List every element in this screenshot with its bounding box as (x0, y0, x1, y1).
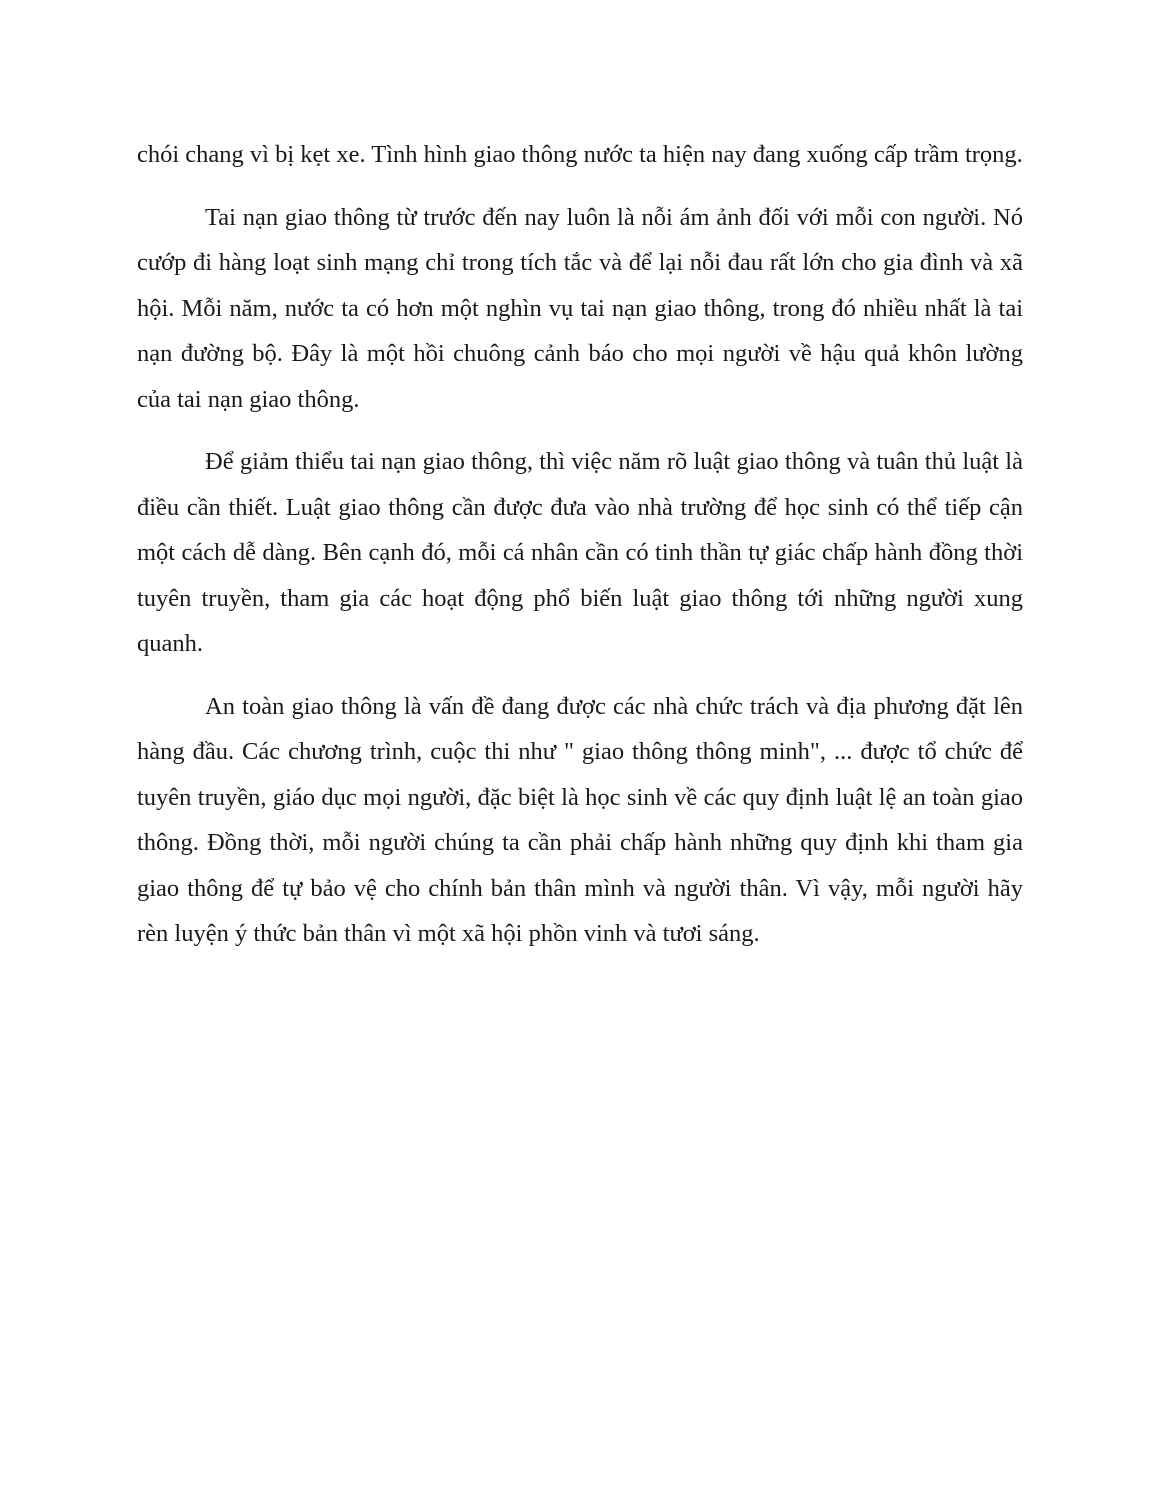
paragraph-traffic-accidents: Tai nạn giao thông từ trước đến nay luôn là nỗi ám ảnh đối với mỗi con người. Nó cướp đi hàng loạt sinh mạng chỉ trong tích tắc và để lại nỗi đau rất lớn cho gia đình và xã hội. Mỗi năm, nước ta có hơn một nghìn vụ tai nạn giao thông, trong đó nhiều nhất là tai nạn đường bộ. Đây là một hồi chuông cảnh báo cho mọi người về hậu quả khôn lường của tai nạn giao thông. (137, 203, 1023, 413)
paragraph-reduce-accidents: Để giảm thiểu tai nạn giao thông, thì việc năm rõ luật giao thông và tuân thủ luật là điều cần thiết. Luật giao thông cần được đưa vào nhà trường để học sinh có thể tiếp cận một cách dễ dàng. Bên cạnh đó, mỗi cá nhân cần có tinh thần tự giác chấp hành đồng thời tuyên truyền, tham gia các hoạt động phổ biến luật giao thông tới những người xung quanh. (137, 448, 1023, 657)
paragraph-continuation: chói chang vì bị kẹt xe. Tình hình giao thông nước ta hiện nay đang xuống cấp trầm trọng. (137, 141, 1023, 168)
paragraph-traffic-safety: An toàn giao thông là vấn đề đang được các nhà chức trách và địa phương đặt lên hàng đầu. Các chương trình, cuộc thi như " giao thông thông minh", ... được tổ chức để tuyên truyền, giáo dục mọi người, đặc biệt là học sinh về các quy định luật lệ an toàn giao thông. Đồng thời, mỗi người chúng ta cần phải chấp hành những quy định khi tham gia giao thông để tự bảo vệ cho chính bản thân mình và người thân. Vì vậy, mỗi người hãy rèn luyện ý thức bản thân vì một xã hội phồn vinh và tươi sáng. (137, 692, 1023, 947)
document-body (137, 132, 1023, 974)
